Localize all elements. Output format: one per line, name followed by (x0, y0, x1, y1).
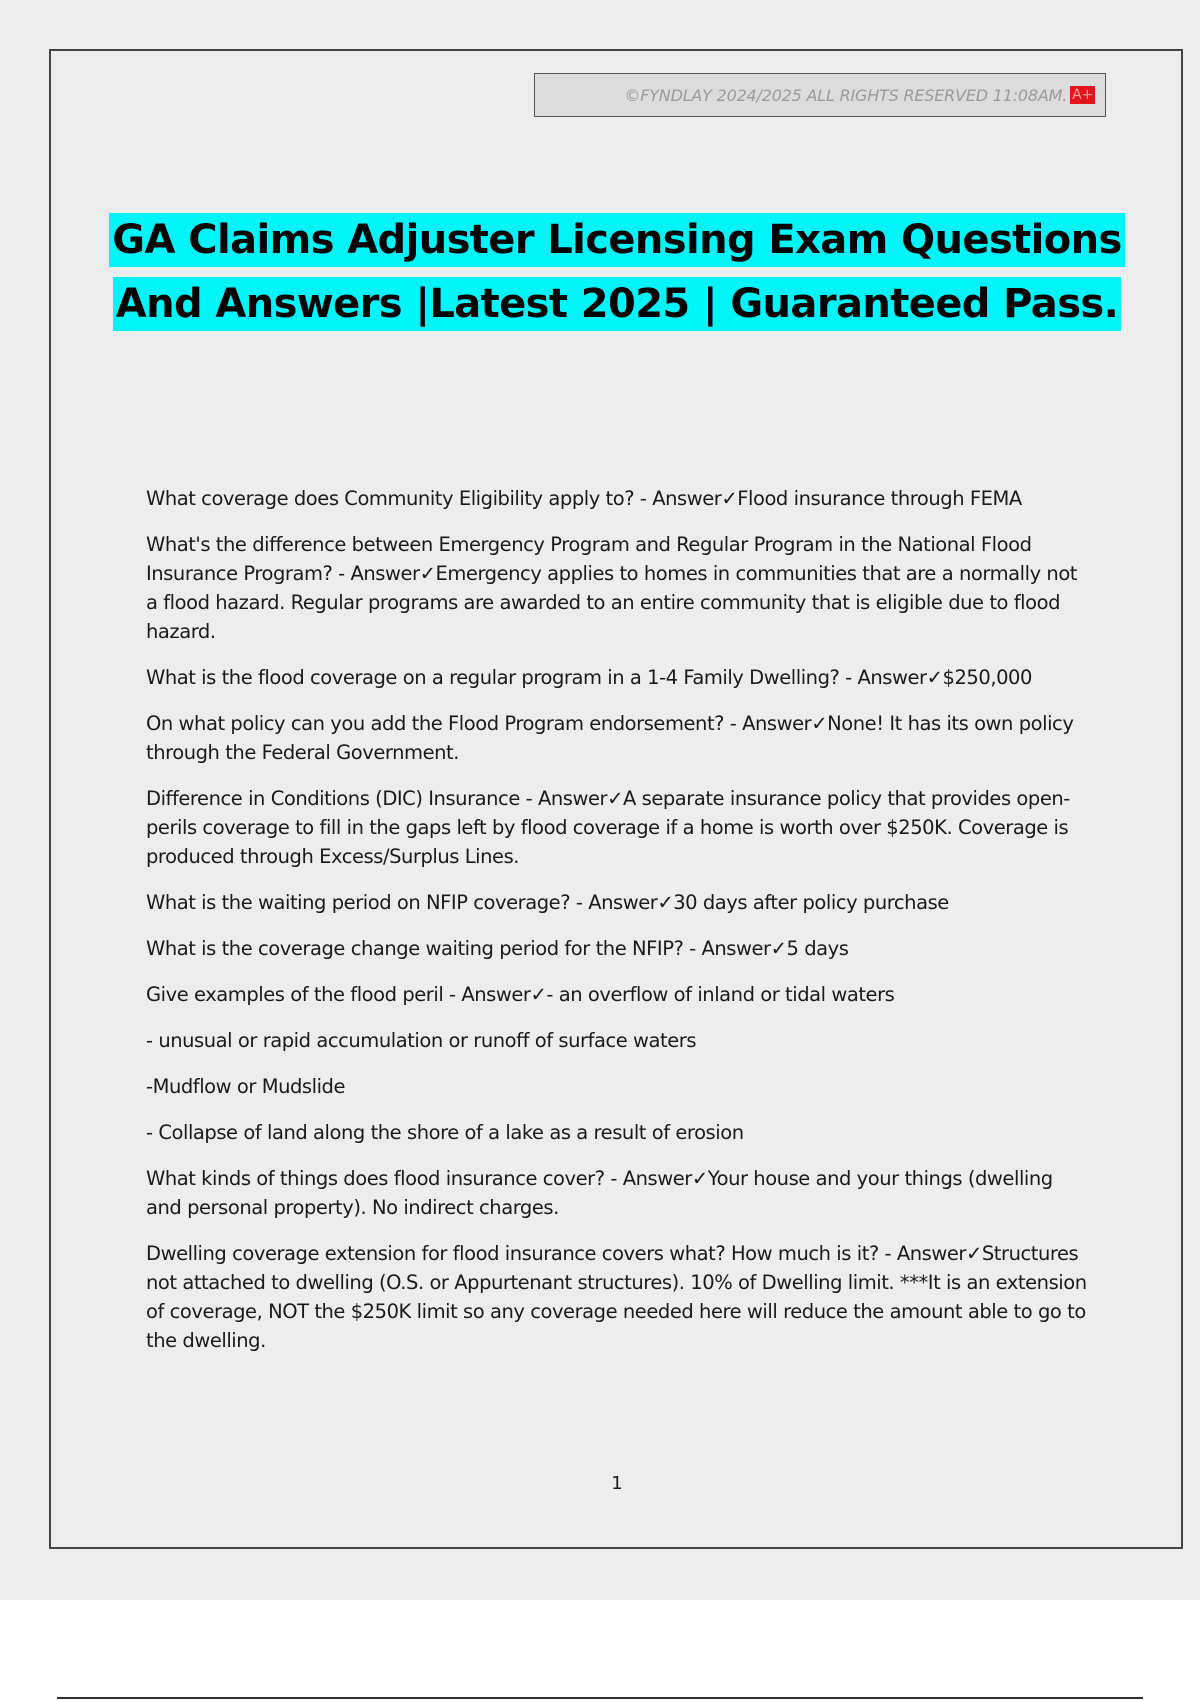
qa-list (146, 484, 1091, 1372)
title-line-1: GA Claims Adjuster Licensing Exam Questions (109, 213, 1124, 267)
qa-item: Give examples of the flood peril - Answer✓- an overflow of inland or tidal waters (146, 983, 895, 1006)
grade-badge: A+ (1072, 87, 1093, 103)
qa-item: - unusual or rapid accumulation or runoff of surface waters (146, 1029, 697, 1052)
qa-item: Difference in Conditions (DIC) Insurance - Answer✓A separate insurance policy that provides open-perils coverage to fill in the gaps left by flood coverage if a home is worth over $250K. Coverage is produced through Excess/Surplus Lines. (146, 787, 1070, 868)
qa-item: -Mudflow or Mudslide (146, 1075, 346, 1098)
qa-item: What is the coverage change waiting period for the NFIP? - Answer✓5 days (146, 937, 849, 960)
qa-item: What is the waiting period on NFIP coverage? - Answer✓30 days after policy purchase (146, 891, 949, 914)
copyright-text: ©FYNDLAY 2024/2025 ALL RIGHTS RESERVED 11:08AM. (624, 85, 1068, 105)
qa-item: - Collapse of land along the shore of a lake as a result of erosion (146, 1121, 744, 1144)
qa-item: What's the difference between Emergency Program and Regular Program in the National Flood Insurance Program? - Answer✓Emergency applies to homes in communities that are a normally not a flood hazard. Regular programs are awarded to an entire community that is eligible due to flood hazard. (146, 533, 1077, 643)
title-line-2: And Answers |Latest 2025 | Guaranteed Pass. (113, 277, 1121, 331)
qa-item: What is the flood coverage on a regular program in a 1-4 Family Dwelling? - Answer✓$250,000 (146, 666, 1032, 689)
page-number: 1 (611, 1473, 623, 1494)
document-title (0, 208, 1200, 336)
qa-item: On what policy can you add the Flood Program endorsement? - Answer✓None! It has its own policy through the Federal Government. (146, 712, 1074, 764)
qa-item: What coverage does Community Eligibility apply to? - Answer✓Flood insurance through FEMA (146, 487, 1022, 510)
divider (57, 1697, 1143, 1699)
qa-item: What kinds of things does flood insurance cover? - Answer✓Your house and your things (dwelling and personal property). No indirect charges. (146, 1167, 1053, 1219)
qa-item: Dwelling coverage extension for flood insurance covers what? How much is it? - Answer✓Structures not attached to dwelling (O.S. or Appurtenant structures). 10% of Dwelling limit. ***It is an extension of coverage, NOT the $250K limit so any coverage needed here will reduce the amount able to go to the dwelling. (146, 1242, 1087, 1352)
copyright-watermark (534, 73, 1106, 117)
